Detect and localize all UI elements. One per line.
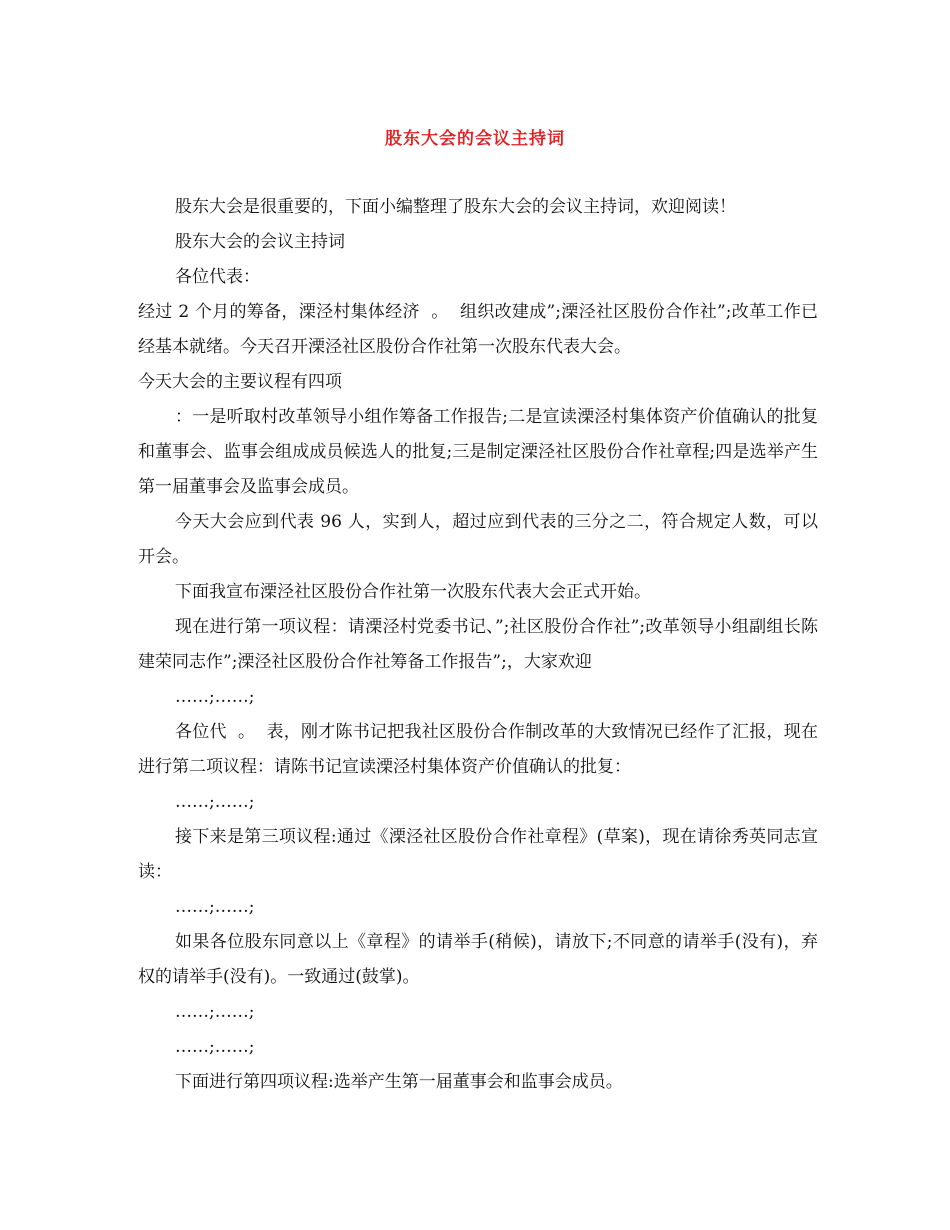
- paragraph-agenda-items: ：一是听取村改革领导小组作筹备工作报告;二是宣读溧泾村集体资产价值确认的批复和董事会、监事会组成成员候选人的批复;三是制定溧泾社区股份合作社章程;四是选举产生第一届董事会及监事会成员。: [138, 407, 818, 497]
- paragraph-ellipsis: ……;……;: [175, 1037, 255, 1057]
- paragraph-opening: 下面我宣布溧泾社区股份合作社第一次股东代表大会正式开始。: [175, 582, 651, 602]
- paragraph-ellipsis: ……;……;: [175, 897, 255, 917]
- paragraph-ellipsis: ……;……;: [175, 1002, 255, 1022]
- document-body: [138, 190, 818, 1100]
- paragraph-ellipsis: ……;……;: [175, 792, 255, 812]
- paragraph-salutation: 各位代表：: [175, 267, 260, 287]
- paragraph-item-one: 现在进行第一项议程：请溧泾村党委书记、”;社区股份合作社”;改革领导小组副组长陈建荣同志作”;溧泾社区股份合作社筹备工作报告”;，大家欢迎: [138, 617, 818, 672]
- paragraph-background: 经过 2 个月的筹备，溧泾村集体经济 。 组织改建成”;溧泾社区股份合作社”;改革工作已经基本就绪。今天召开溧泾社区股份合作社第一次股东代表大会。: [138, 302, 818, 357]
- paragraph-item-four: 下面进行第四项议程:选举产生第一届董事会和监事会成员。: [175, 1072, 623, 1092]
- paragraph-ellipsis: ……;……;: [175, 687, 255, 707]
- paragraph-attendance: 今天大会应到代表 96 人，实到人，超过应到代表的三分之二，符合规定人数，可以开会。: [138, 512, 818, 567]
- paragraph-agenda-heading: 今天大会的主要议程有四项: [138, 372, 342, 392]
- document-title: 股东大会的会议主持词: [385, 129, 565, 149]
- paragraph-item-three: 接下来是第三项议程:通过《溧泾社区股份合作社章程》(草案)，现在请徐秀英同志宣读：: [138, 827, 818, 882]
- paragraph-intro: 股东大会是很重要的，下面小编整理了股东大会的会议主持词，欢迎阅读！: [175, 197, 736, 217]
- paragraph-subtitle: 股东大会的会议主持词: [175, 232, 345, 252]
- paragraph-vote: 如果各位股东同意以上《章程》的请举手(稍候)，请放下;不同意的请举手(没有)，弃权的请举手(没有)。一致通过(鼓掌)。: [138, 932, 818, 987]
- paragraph-item-two: 各位代 。 表，刚才陈书记把我社区股份合作制改革的大致情况已经作了汇报，现在进行第二项议程：请陈书记宣读溧泾村集体资产价值确认的批复：: [138, 722, 818, 777]
